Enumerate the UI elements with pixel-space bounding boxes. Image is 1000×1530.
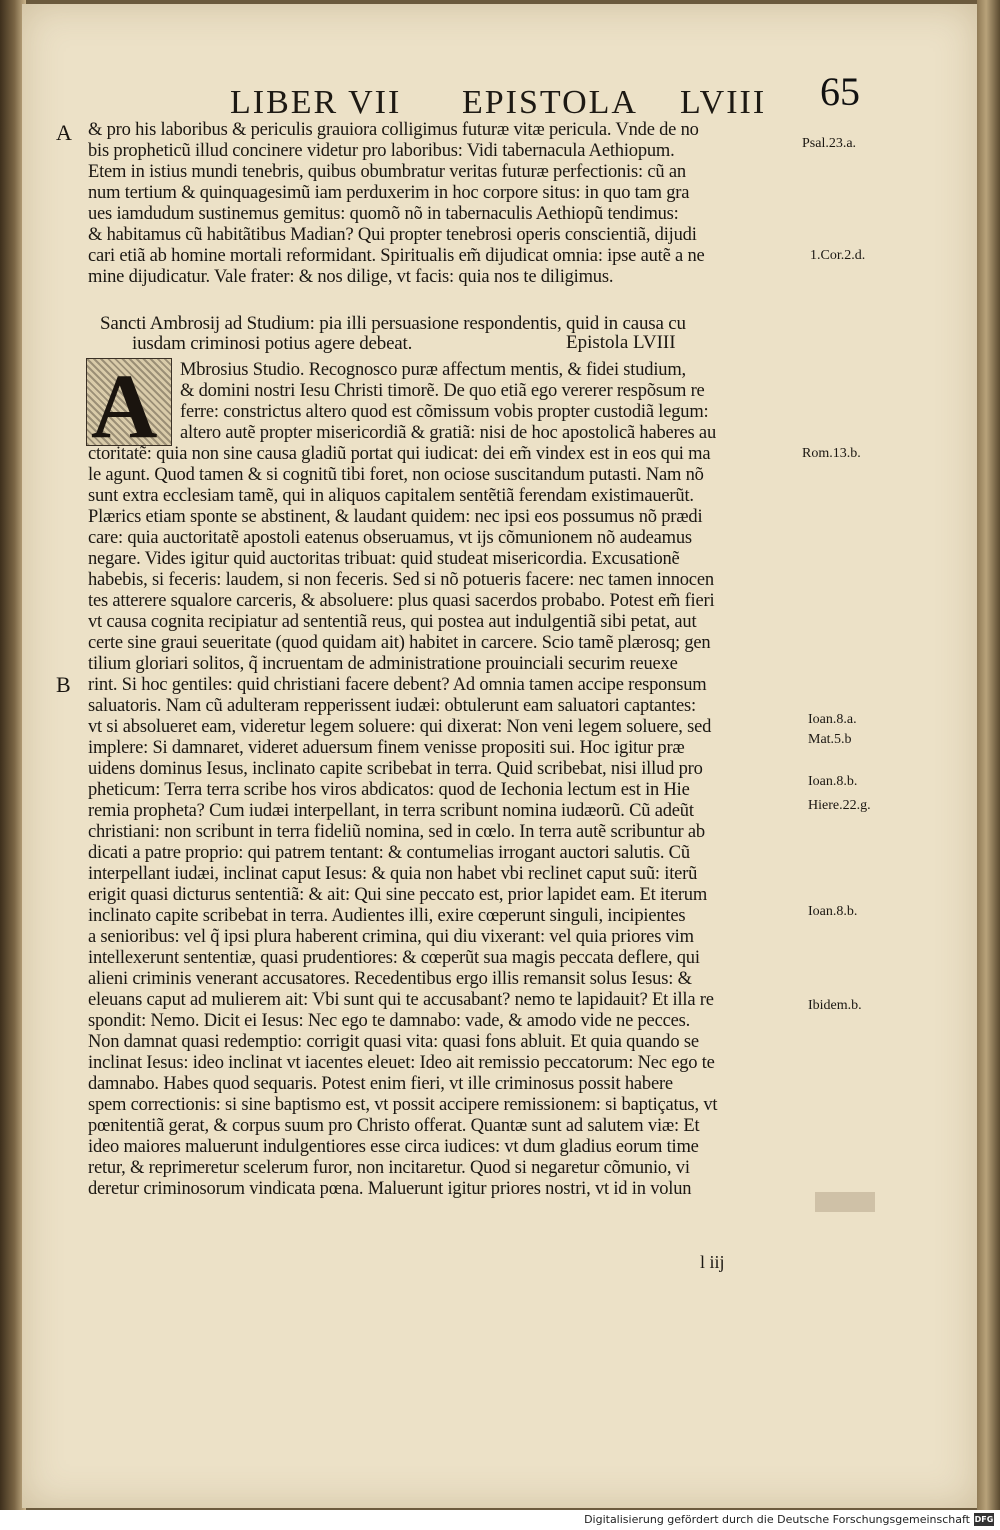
header-epistola: EPISTOLA	[462, 84, 638, 121]
text-line: remia propheta? Cum iudæi interpellant, in terra scribunt nomina iudæorũ. Cũ adeũt	[88, 801, 694, 821]
text-line: a senioribus: vel q̃ ipsi plura haberent crimina, qui diu vixerant: vel quia priores vim	[88, 927, 694, 947]
faded-marginal-note	[815, 1192, 875, 1212]
margin-letter-a: A	[56, 120, 72, 145]
text-block-end-of-previous-letter	[88, 120, 798, 288]
text-line: mine dijudicatur. Vale frater: & nos dilige, vt facis: quia nos te diligimus.	[88, 267, 614, 287]
letter-title	[100, 314, 810, 354]
text-line: Etem in istius mundi tenebris, quibus obumbratur veritas futuræ perfectionis: cũ an	[88, 162, 686, 182]
header-number: LVIII	[680, 84, 767, 121]
title-line-1: Sancti Ambrosij ad Studium: pia illi persuasione respondentis, quid in causa cu	[100, 314, 686, 334]
text-line: christiani: non scribunt in terra fideliũ nomina, sed in cœlo. In terra autẽ scribuntur ab	[88, 822, 705, 842]
text-line: ferre: constrictus altero quod est cõmissum vobis propter custodiã legum:	[180, 402, 709, 422]
text-line: & pro his laboribus & periculis grauiora colligimus futuræ vitæ pericula. Vnde de no	[88, 120, 699, 140]
marginal-note: Rom.13.b.	[802, 446, 861, 461]
text-line: num tertium & quinquagesimũ iam perduxerim in hoc corpore situs: in quo tam gra	[88, 183, 690, 203]
text-line: dicati a patre proprio: qui patrem tentant: & contumelias irrogant auctori salutis. Cũ	[88, 843, 690, 863]
text-line: ideo maiores maluerunt indulgentiores esse circa iudices: vt dum gladius eorum time	[88, 1137, 699, 1157]
text-line: alieni criminis venerant accusatores. Recedentibus ergo illis remansit solus Iesus: &	[88, 969, 692, 989]
text-line: inclinat Iesus: ideo inclinat vt iacentes eleuet: Ideo ait remissio peccatorum: Nec ego te	[88, 1053, 715, 1073]
marginal-note: Ioan.8.b.	[808, 774, 858, 789]
title-line-2: iusdam criminosi potius agere debeat.	[132, 334, 413, 354]
text-line: vt causa cognita recipiatur ad sententiã reus, qui postea aut indulgentiã sibi petat, aut	[88, 612, 697, 632]
dfg-logo: DFG	[974, 1515, 994, 1524]
text-line: pheticum: Terra terra scribe hos viros abdicatos: quod de Iechonia lectum est in Hie	[88, 780, 690, 800]
text-line: care: quia auctoritatẽ apostoli eatenus obseruamus, vt ijs cõmunionem nõ audeamus	[88, 528, 692, 548]
text-line: cari etiã ab homine mortali reformidant. Spiritualis em̃ dijudicat omnia: ipse autẽ a ne	[88, 246, 705, 266]
text-line: habebis, si feceris: laudem, si non feceris. Sed si nõ potueris facere: nec tamen innocen	[88, 570, 714, 590]
text-line: interpellant iudæi, inclinat caput Iesus: & quia non habet vbi reclinet caput suũ: iterũ	[88, 864, 698, 884]
text-line: bis propheticũ illud concinere videtur pro laboribus: Vidi tabernacula Aethiopum.	[88, 141, 675, 161]
text-line: sunt extra ecclesiam tamẽ, qui in aliquos capitalem sentẽtiã ferendam existimauerũt.	[88, 486, 694, 506]
text-line: erigit quasi dicturus sententiã: & ait: Qui sine peccato est, prior lapidet eam. Et iterum	[88, 885, 708, 905]
signature-mark: l iij	[700, 1252, 725, 1272]
marginal-note: Ioan.8.a.	[808, 712, 857, 727]
text-line: tes atterere squalore carceris, & absoluere: plus quasi sacerdos probabo. Potest em̃ fieri	[88, 591, 715, 611]
marginal-note: Mat.5.b	[808, 732, 852, 747]
page-edge	[977, 0, 1000, 1510]
text-line: negare. Vides igitur quid auctoritas tribuat: quid studeat misericordia. Excusationẽ	[88, 549, 680, 569]
epistola-label: Epistola LVIII	[566, 332, 676, 353]
footer-credit: Digitalisierung gefördert durch die Deutsche Forschungsgemeinschaft	[584, 1513, 970, 1526]
marginal-note: Ioan.8.b.	[808, 904, 858, 919]
text-line: implere: Si damnaret, videret aduersum finem venisse propositi sui. Hoc igitur præ	[88, 738, 685, 758]
text-line: tilium gloriari solitos, q̃ incruentam de administratione prouinciali securim reuexe	[88, 654, 678, 674]
marginal-note: Ibidem.b.	[808, 998, 862, 1013]
margin-letter-b: B	[56, 672, 71, 697]
text-line: deretur criminosorum vindicata pœna. Maluerunt igitur priores nostri, vt id in volun	[88, 1179, 692, 1199]
folio-number: 65	[820, 69, 860, 114]
text-line: certe sine graui seueritate (quod quidam ait) habitet in carcere. Scio tamẽ plærosq; gen	[88, 633, 711, 653]
text-line: altero autẽ propter misericordiã & gratiã: nisi de hoc apostolicã haberes au	[180, 423, 716, 443]
text-line: & habitamus cũ habitãtibus Madian? Qui propter tenebrosi operis conscientiã, dijudi	[88, 225, 697, 245]
text-line: Plærics etiam sponte se abstinent, & laudant quidem: nec ipsi eos possumus nõ prædi	[88, 507, 703, 527]
marginal-note: Psal.23.a.	[802, 136, 857, 151]
marginal-note: 1.Cor.2.d.	[810, 248, 866, 263]
text-line: rint. Si hoc gentiles: quid christiani facere debent? Ad omnia tamen accipe responsum	[88, 675, 707, 695]
text-block-letter-body	[88, 360, 798, 1200]
text-line: ues iamdudum sustinemus gemitus: quomõ nõ in tabernaculis Aethiopũ tendimus:	[88, 204, 679, 224]
initial-letter: A	[91, 355, 158, 457]
text-line: damnabo. Habes quod sequaris. Potest enim fieri, vt ille criminosus possit habere	[88, 1074, 673, 1094]
text-line: eleuans caput ad mulierem ait: Vbi sunt qui te accusabant? nemo te lapidauit? Et illa re	[88, 990, 714, 1010]
text-line: uidens dominus Iesus, inclinato capite scribebat in terra. Quid scribebat, nisi illud pro	[88, 759, 703, 779]
text-line: intellexerunt sententiæ, quasi prudentiores: & cœperũt sua magis peccata deflere, qui	[88, 948, 700, 968]
text-line: le agunt. Quod tamen & si cognitũ tibi foret, non ociose suscitandum putasti. Nam nõ	[88, 465, 704, 485]
text-line: & domini nostri Iesu Christi timorẽ. De quo etiã ego vererer respõsum re	[180, 381, 705, 401]
text-line: pœnitentiã gerat, & corpus suum pro Christo offerat. Quantæ sunt ad salutem viæ: Et	[88, 1116, 700, 1136]
text-line: retur, & reprimeretur scelerum furor, non incitaretur. Quod si negaretur cõmunio, vi	[88, 1158, 690, 1178]
text-line: vt si absolueret eam, videretur legem soluere: qui dixerat: Non veni legem soluere, sed	[88, 717, 712, 737]
text-line: ctoritatẽ: quia non sine causa gladiũ portat qui iudicat: dei em̃ vindex est in eos qui ma	[88, 444, 711, 464]
text-line: Mbrosius Studio. Recognosco puræ affectum mentis, & fidei studium,	[180, 360, 686, 380]
text-line: spem correctionis: si sine baptismo est, vt possit accipere remissionem: si baptiçatus, vt	[88, 1095, 718, 1115]
text-line: saluatoris. Nam cũ adulteram repperissent iudæi: obtulerunt eam saluatori captantes:	[88, 696, 696, 716]
digitization-footer	[0, 1510, 1000, 1530]
text-line: Non damnat quasi redemptio: corrigit quasi vita: quasi fons abluit. Et quia quando se	[88, 1032, 699, 1052]
header-book: LIBER VII	[230, 84, 402, 121]
text-line: inclinato capite scribebat in terra. Audientes illi, exire cœperunt singuli, incipientes	[88, 906, 686, 926]
text-line: spondit: Nemo. Dicit ei Iesus: Nec ego te damnabo: vade, & amodo vide ne pecces.	[88, 1011, 691, 1031]
marginal-note: Hiere.22.g.	[808, 798, 871, 813]
